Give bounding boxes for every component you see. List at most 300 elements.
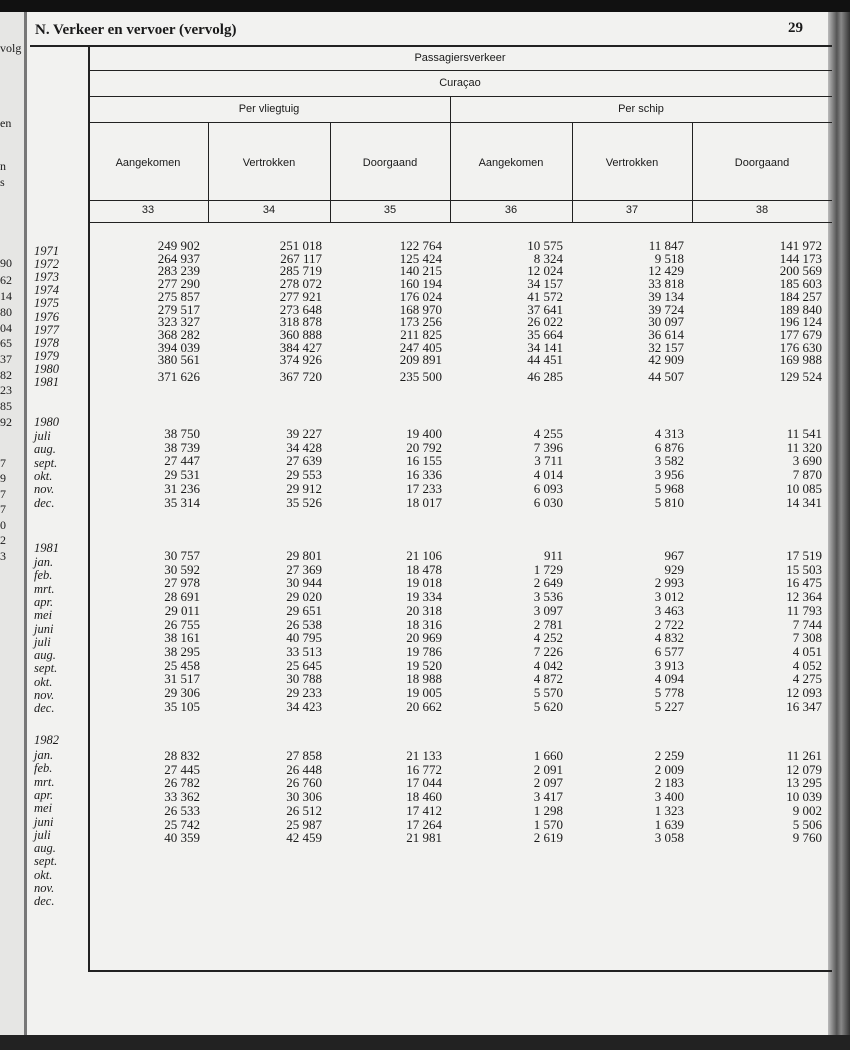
- table-cell: 277 290: [157, 276, 200, 292]
- table-cell: 25 458: [164, 657, 200, 673]
- table-cell: 27 447: [164, 453, 200, 469]
- previous-page-fragment: 85: [0, 399, 12, 413]
- table-cell: 12 024: [527, 263, 563, 279]
- table-cell: 12 093: [786, 685, 822, 700]
- table-cell: 39 227: [286, 426, 322, 441]
- table-cell: 3 956: [654, 467, 684, 483]
- table-cell: 1 660: [533, 748, 563, 763]
- table-cell: 33 818: [648, 276, 684, 292]
- table-cell: 46 285: [527, 369, 563, 384]
- table-cell: 39 134: [648, 288, 684, 304]
- table-cell: 18 460: [406, 789, 442, 805]
- table-cell: 7 744: [792, 616, 822, 632]
- scan-bottom-edge: [0, 1035, 850, 1050]
- previous-page-fragment: 37: [0, 352, 12, 366]
- table-cell: 249 902: [157, 238, 200, 253]
- table-cell: 3 582: [654, 453, 684, 469]
- column-number: 37: [625, 204, 639, 216]
- row-label: sept.: [34, 661, 58, 676]
- table-cell: 3 400: [654, 789, 684, 805]
- row-label: 1981: [34, 375, 59, 389]
- table-cell: 1 323: [654, 802, 684, 818]
- table-cell: 30 757: [164, 548, 200, 563]
- table-cell: 28 691: [164, 589, 200, 605]
- table-cell: 29 553: [286, 467, 322, 483]
- table-cell: 176 024: [399, 288, 442, 304]
- table-cell: 20 792: [406, 439, 442, 455]
- table-cell: 3 711: [534, 453, 563, 469]
- table-cell: 2 009: [654, 761, 684, 777]
- table-cell: 5 506: [792, 816, 822, 832]
- row-label: 1975: [34, 296, 59, 311]
- table-cell: 4 872: [533, 671, 563, 687]
- table-cell: 3 012: [654, 589, 684, 605]
- row-label: dec.: [34, 894, 55, 909]
- table-cell: 5 227: [654, 698, 684, 714]
- row-label: mrt.: [34, 774, 55, 789]
- table-cell: 169 988: [779, 352, 822, 368]
- table-cell: 2 781: [533, 616, 563, 632]
- table-cell: 4 252: [533, 630, 563, 646]
- table-cell: 4 313: [654, 426, 684, 441]
- previous-page-fragment: 82: [0, 368, 12, 382]
- table-cell: 16 475: [786, 575, 822, 591]
- table-cell: 27 978: [164, 575, 200, 591]
- table-cell: 35 526: [286, 494, 322, 510]
- table-cell: 17 412: [406, 802, 442, 818]
- table-cell: 371 626: [157, 369, 200, 384]
- table-cell: 967: [664, 548, 684, 563]
- table-cell: 30 306: [286, 789, 322, 805]
- table-cell: 235 500: [399, 369, 442, 384]
- block-heading: 1981: [34, 541, 59, 555]
- table-cell: 35 664: [527, 326, 563, 342]
- table-cell: 185 603: [779, 276, 822, 292]
- previous-page-fragment: 7: [0, 502, 6, 516]
- table-cell: 34 141: [527, 339, 563, 355]
- table-cell: 21 133: [406, 748, 442, 763]
- table-cell: 35 105: [164, 698, 200, 714]
- page-title: N. Verkeer en vervoer (vervolg): [35, 22, 237, 38]
- table-cell: 3 536: [533, 589, 563, 605]
- table-cell: 25 987: [286, 816, 322, 832]
- table-cell: 7 308: [792, 630, 822, 646]
- column-header: Aangekomen: [115, 157, 181, 169]
- previous-page-fragment: 80: [0, 305, 12, 319]
- table-cell: 34 428: [286, 439, 322, 455]
- table-cell: 27 369: [286, 561, 322, 577]
- scan-top-edge: [0, 0, 850, 12]
- table-cell: 2 722: [654, 616, 684, 632]
- table-cell: 13 295: [786, 775, 822, 791]
- row-label: 1972: [34, 257, 59, 272]
- table-cell: 2 993: [654, 575, 684, 591]
- table-cell: 40 795: [286, 630, 322, 646]
- table-cell: 279 517: [157, 301, 200, 317]
- table-cell: 42 459: [286, 830, 322, 846]
- table-cell: 2 649: [533, 575, 563, 591]
- row-label: juli: [34, 429, 51, 443]
- table-cell: 360 888: [279, 326, 322, 342]
- row-label: juni: [34, 814, 54, 829]
- table-cell: 25 645: [286, 657, 322, 673]
- table-cell: 33 362: [164, 789, 200, 805]
- table-cell: 1 639: [654, 816, 684, 832]
- column-number: 38: [755, 204, 769, 216]
- table-cell: 5 620: [533, 698, 563, 714]
- table-cell: 29 531: [164, 467, 200, 483]
- previous-page-fragment: 7: [0, 456, 6, 470]
- table-cell: 19 786: [406, 643, 442, 659]
- table-cell: 32 157: [648, 339, 684, 355]
- table-cell: 2 619: [533, 830, 563, 846]
- column-header: Vertrokken: [242, 157, 296, 169]
- table-cell: 247 405: [399, 339, 442, 355]
- table-cell: 29 020: [286, 589, 322, 605]
- previous-page-fragment: 23: [0, 383, 12, 397]
- table-cell: 26 022: [527, 314, 563, 330]
- table-cell: 21 106: [406, 548, 442, 563]
- table-cell: 34 157: [527, 276, 563, 292]
- previous-page-fragment: 3: [0, 549, 6, 563]
- row-label: feb.: [34, 568, 53, 583]
- table-cell: 17 519: [786, 548, 822, 563]
- previous-page-fragment: 90: [0, 256, 12, 270]
- table-cell: 19 018: [406, 575, 442, 591]
- row-label: mei: [34, 801, 53, 816]
- table-cell: 4 014: [533, 467, 563, 483]
- previous-page-fragment: volg: [0, 41, 22, 55]
- table-cell: 16 347: [786, 698, 822, 714]
- table-cell: 29 011: [164, 602, 200, 618]
- table-cell: 29 801: [286, 548, 322, 563]
- table-cell: 275 857: [157, 288, 200, 304]
- table-cell: 14 341: [786, 494, 822, 510]
- table-cell: 29 912: [286, 480, 322, 496]
- row-label: 1974: [34, 283, 59, 298]
- table-cell: 9 002: [792, 802, 822, 818]
- table-cell: 30 097: [648, 314, 684, 330]
- rule: [88, 222, 832, 223]
- row-label: sept.: [34, 854, 58, 869]
- table-cell: 7 226: [533, 643, 563, 659]
- table-cell: 20 969: [406, 630, 442, 646]
- column-header: Doorgaand: [734, 157, 790, 169]
- rule-top: [30, 45, 832, 47]
- row-label: nov.: [34, 688, 55, 702]
- row-label: jan.: [34, 748, 54, 762]
- table-cell: 26 533: [164, 802, 200, 818]
- table-cell: 11 793: [786, 602, 822, 618]
- previous-page-fragment: 7: [0, 487, 6, 501]
- table-cell: 374 926: [279, 352, 322, 368]
- table-cell: 38 739: [164, 439, 200, 455]
- row-label: juli: [34, 634, 51, 649]
- row-label: feb.: [34, 761, 53, 776]
- table-cell: 1 298: [533, 802, 563, 818]
- row-label: okt.: [34, 867, 53, 882]
- table-cell: 3 690: [792, 453, 822, 469]
- table-cell: 26 538: [286, 616, 322, 632]
- table-cell: 140 215: [399, 263, 442, 279]
- table-cell: 20 662: [406, 698, 442, 714]
- row-label: 1977: [34, 322, 59, 337]
- table-cell: 16 772: [406, 761, 442, 777]
- previous-page-fragment: s: [0, 175, 5, 189]
- previous-page-fragment: n: [0, 159, 6, 173]
- table-cell: 4 042: [533, 657, 563, 673]
- table-cell: 173 256: [399, 314, 442, 330]
- table-cell: 323 327: [157, 314, 200, 330]
- header-mode-air: Per vliegtuig: [238, 103, 300, 115]
- table-cell: 26 760: [286, 775, 322, 791]
- table-cell: 3 417: [533, 789, 563, 805]
- row-label: juni: [34, 621, 54, 636]
- rule-bottom: [88, 970, 832, 972]
- rule: [88, 70, 832, 71]
- table-cell: 4 051: [792, 643, 822, 659]
- table-cell: 168 970: [399, 301, 442, 317]
- previous-page-fragment: 0: [0, 518, 6, 532]
- row-label: 1976: [34, 309, 59, 324]
- table-cell: 27 858: [286, 748, 322, 763]
- table-cell: 10 085: [786, 480, 822, 496]
- table-cell: 26 782: [164, 775, 200, 791]
- table-cell: 189 840: [779, 301, 822, 317]
- table-cell: 7 870: [792, 467, 822, 483]
- table-cell: 4 275: [792, 671, 822, 687]
- table-cell: 4 255: [533, 426, 563, 441]
- table-cell: 40 359: [164, 830, 200, 846]
- table-cell: 176 630: [779, 339, 822, 355]
- table-cell: 37 641: [527, 301, 563, 317]
- table-cell: 2 259: [654, 748, 684, 763]
- table-cell: 283 239: [157, 263, 200, 279]
- table-cell: 41 572: [527, 288, 563, 304]
- row-label: jan.: [34, 555, 54, 569]
- table-cell: 129 524: [779, 369, 822, 384]
- table-cell: 26 755: [164, 616, 200, 632]
- table-cell: 30 944: [286, 575, 322, 591]
- column-header: Vertrokken: [605, 157, 659, 169]
- table-cell: 384 427: [279, 339, 322, 355]
- table-cell: 18 478: [406, 561, 442, 577]
- column-header: Doorgaand: [362, 157, 418, 169]
- header-region: Curaçao: [439, 77, 481, 89]
- table-cell: 1 729: [533, 561, 563, 577]
- table-cell: 368 282: [157, 326, 200, 342]
- table-cell: 10 039: [786, 789, 822, 805]
- table-cell: 44 507: [648, 369, 684, 384]
- table-cell: 35 314: [164, 494, 200, 510]
- table-cell: 209 891: [399, 352, 442, 368]
- column-number: 34: [262, 204, 276, 216]
- table-cell: 3 913: [654, 657, 684, 673]
- table-cell: 4 094: [654, 671, 684, 687]
- previous-page-fragment: 04: [0, 321, 12, 335]
- block-heading: 1982: [34, 733, 59, 747]
- row-label: apr.: [34, 594, 54, 609]
- table-cell: 160 194: [399, 276, 442, 292]
- table-cell: 5 778: [654, 685, 684, 700]
- previous-page-fragment: 65: [0, 336, 12, 350]
- row-label: aug.: [34, 648, 56, 663]
- stub-divider: [88, 45, 90, 970]
- table-cell: 42 909: [648, 352, 684, 368]
- previous-page-edge: [0, 12, 27, 1050]
- row-label: dec.: [34, 701, 55, 716]
- row-label: aug.: [34, 442, 56, 457]
- row-label: apr.: [34, 787, 54, 802]
- table-cell: 38 750: [164, 426, 200, 441]
- row-label: nov.: [34, 881, 55, 895]
- header-mode-ship: Per schip: [618, 103, 664, 115]
- table-cell: 4 052: [792, 657, 822, 673]
- table-cell: 141 972: [779, 238, 822, 253]
- table-cell: 21 981: [406, 830, 442, 846]
- row-label: 1978: [34, 335, 59, 350]
- table-cell: 19 400: [406, 426, 442, 441]
- row-label: nov.: [34, 482, 55, 497]
- table-cell: 30 592: [164, 561, 200, 577]
- table-cell: 367 720: [279, 369, 322, 384]
- table-cell: 18 316: [406, 616, 442, 632]
- table-cell: 31 517: [164, 671, 200, 687]
- row-label: aug.: [34, 841, 56, 856]
- previous-page-fragment: 92: [0, 415, 12, 429]
- table-cell: 12 429: [648, 263, 684, 279]
- table-cell: 31 236: [164, 480, 200, 496]
- table-cell: 28 832: [164, 748, 200, 763]
- previous-page-fragment: 2: [0, 533, 6, 547]
- row-label: juli: [34, 827, 51, 842]
- table-cell: 200 569: [779, 263, 822, 279]
- table-cell: 16 336: [406, 467, 442, 483]
- row-label: okt.: [34, 674, 53, 689]
- row-label: 1973: [34, 270, 59, 285]
- table-cell: 7 396: [533, 439, 563, 455]
- table-cell: 278 072: [279, 276, 322, 292]
- table-cell: 211 825: [400, 326, 442, 342]
- table-cell: 6 577: [654, 643, 684, 659]
- table-cell: 273 648: [279, 301, 322, 317]
- table-cell: 11 847: [648, 238, 684, 253]
- rule: [88, 96, 832, 97]
- table-cell: 29 651: [286, 602, 322, 618]
- table-cell: 9 518: [654, 250, 684, 266]
- table-cell: 251 018: [279, 238, 322, 253]
- previous-page-fragment: 14: [0, 289, 12, 303]
- block-heading: 1980: [34, 415, 59, 429]
- table-cell: 26 512: [286, 802, 322, 818]
- table-cell: 11 320: [786, 439, 822, 455]
- table-cell: 3 097: [533, 602, 563, 618]
- table-cell: 17 264: [406, 816, 442, 832]
- header-group: Passagiersverkeer: [414, 52, 506, 64]
- table-cell: 177 679: [779, 326, 822, 342]
- table-cell: 380 561: [157, 352, 200, 368]
- table-cell: 19 005: [406, 685, 442, 700]
- table-cell: 11 541: [786, 426, 822, 441]
- table-cell: 27 639: [286, 453, 322, 469]
- row-label: okt.: [34, 468, 53, 483]
- previous-page-fragment: en: [0, 116, 12, 130]
- table-cell: 3 058: [654, 830, 684, 846]
- row-label: dec.: [34, 495, 55, 510]
- table-cell: 5 810: [654, 494, 684, 510]
- table-cell: 30 788: [286, 671, 322, 687]
- column-header: Aangekomen: [478, 157, 544, 169]
- table-cell: 19 334: [406, 589, 442, 605]
- table-cell: 25 742: [164, 816, 200, 832]
- column-number: 33: [141, 204, 155, 216]
- table-cell: 12 079: [786, 761, 822, 777]
- table-cell: 15 503: [786, 561, 822, 577]
- page-number: 29: [788, 20, 803, 36]
- table-cell: 394 039: [157, 339, 200, 355]
- table-cell: 277 921: [279, 288, 322, 304]
- table-cell: 27 445: [164, 761, 200, 777]
- row-label: mrt.: [34, 581, 55, 596]
- table-cell: 8 324: [533, 250, 563, 266]
- table-cell: 20 318: [406, 602, 442, 618]
- row-label: 1971: [34, 244, 59, 258]
- table-cell: 29 233: [286, 685, 322, 700]
- table-cell: 6 093: [533, 480, 563, 496]
- row-label: 1980: [34, 361, 59, 376]
- table-cell: 144 173: [779, 250, 822, 266]
- row-label: 1979: [34, 348, 59, 363]
- table-cell: 17 233: [406, 480, 442, 496]
- table-cell: 929: [664, 561, 684, 577]
- table-cell: 285 719: [279, 263, 322, 279]
- table-cell: 2 091: [533, 761, 563, 777]
- table-cell: 5 968: [654, 480, 684, 496]
- table-cell: 1 570: [533, 816, 563, 832]
- table-cell: 44 451: [527, 352, 563, 368]
- table-cell: 125 424: [399, 250, 442, 266]
- table-cell: 318 878: [279, 314, 322, 330]
- table-cell: 5 570: [533, 685, 563, 700]
- column-number: 35: [383, 204, 397, 216]
- column-number: 36: [504, 204, 518, 216]
- table-cell: 12 364: [786, 589, 822, 605]
- table-cell: 4 832: [654, 630, 684, 646]
- table-cell: 18 017: [406, 494, 442, 510]
- table-cell: 2 097: [533, 775, 563, 791]
- table-cell: 3 463: [654, 602, 684, 618]
- table-cell: 10 575: [527, 238, 563, 253]
- table-cell: 33 513: [286, 643, 322, 659]
- table-cell: 9 760: [792, 830, 822, 846]
- table-cell: 11 261: [786, 748, 822, 763]
- row-label: mei: [34, 608, 53, 623]
- previous-page-fragment: 62: [0, 273, 12, 287]
- table-cell: 6 030: [533, 494, 563, 510]
- table-cell: 911: [543, 548, 563, 563]
- rule: [88, 122, 832, 123]
- previous-page-fragment: 9: [0, 471, 6, 485]
- table-cell: 267 117: [280, 250, 322, 266]
- table-cell: 34 423: [286, 698, 322, 714]
- table-cell: 18 988: [406, 671, 442, 687]
- table-cell: 17 044: [406, 775, 442, 791]
- table-cell: 2 183: [654, 775, 684, 791]
- table-cell: 6 876: [654, 439, 684, 455]
- table-cell: 26 448: [286, 761, 322, 777]
- table-cell: 264 937: [157, 250, 200, 266]
- row-label: sept.: [34, 455, 58, 470]
